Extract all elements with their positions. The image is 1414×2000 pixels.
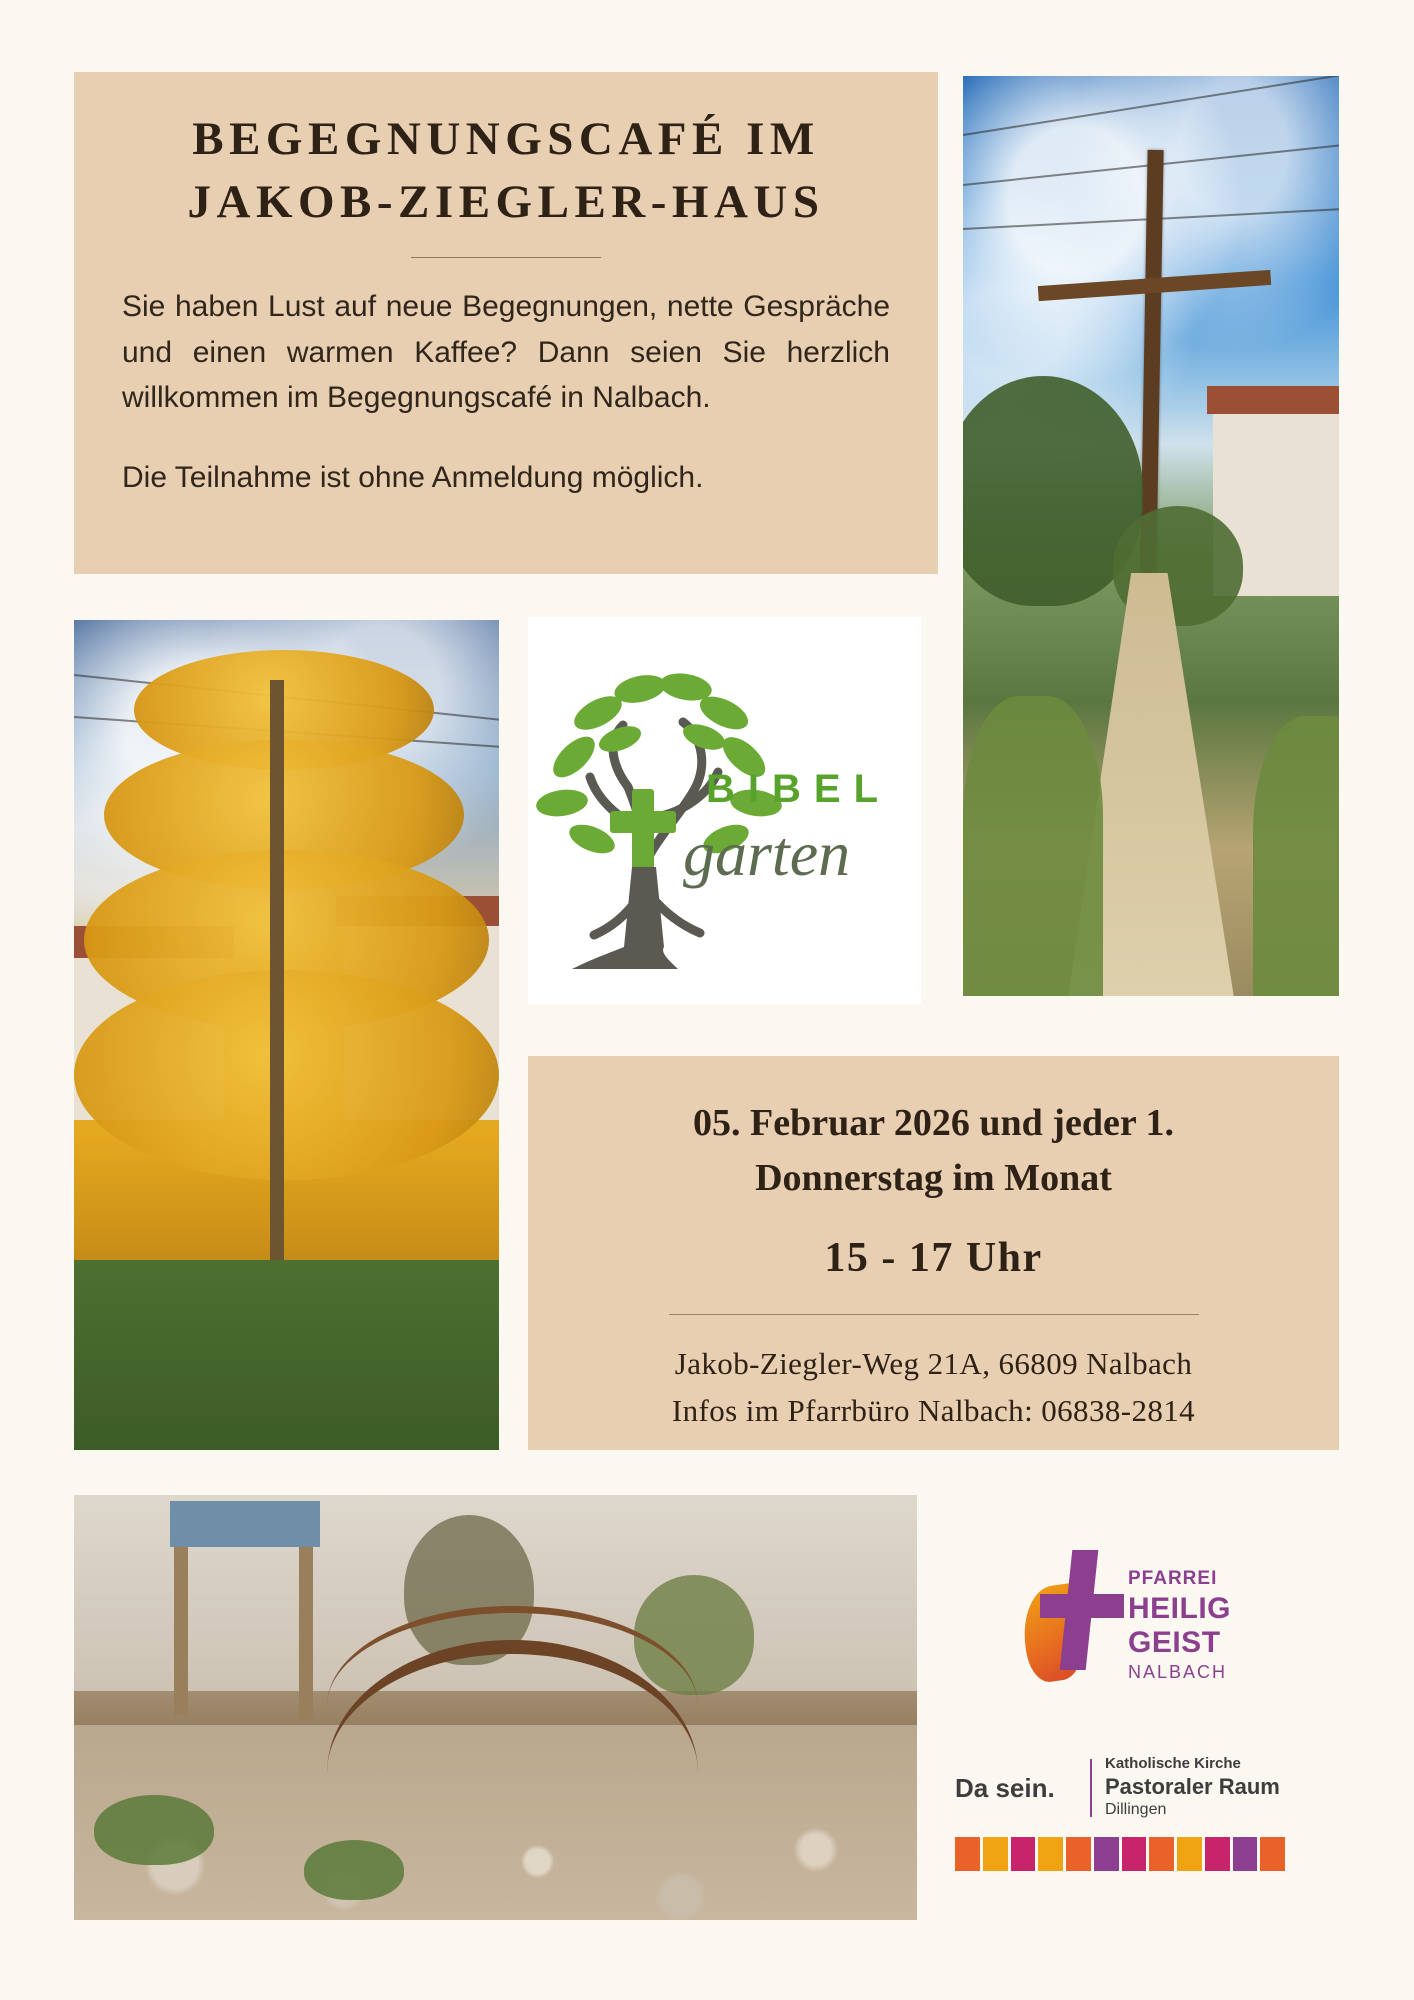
title-line-1: BEGEGNUNGSCAFÉ IM [192,113,820,165]
event-time: 15 - 17 Uhr [824,1235,1043,1282]
intro-paragraph: Sie haben Lust auf neue Begegnungen, nette Gespräche und einen warmen Kaffee? Dann seien Sie herzlich willkommen im Begegnungscafé in Nalbach. [122,290,890,415]
color-bar-segment [1177,1837,1202,1871]
bibelgarten-logo [528,617,921,1004]
grass-shape [1253,716,1339,996]
color-bar-segment [983,1837,1008,1871]
parish-logo-text [1128,1568,1290,1683]
event-divider [669,1314,1199,1315]
bibelgarten-logo-art [528,617,921,1004]
event-details-panel [528,1056,1339,1450]
lawn-shape [74,1260,499,1450]
color-bar-segment [1066,1837,1091,1871]
page-title [122,108,890,233]
title-line-2: JAKOB-ZIEGLER-HAUS [187,175,825,228]
pastoral-line-3: Dillingen [1105,1801,1167,1818]
logo-color-bar [955,1837,1285,1871]
event-date-line-1: 05. Februar 2026 und jeder 1. [693,1102,1174,1144]
color-bar-segment [1038,1837,1063,1871]
color-bar-segment [1205,1837,1230,1871]
bibelgarten-word-bibel: BIBEL [706,767,891,811]
plant-shape [94,1795,214,1865]
color-bar-segment [1122,1837,1147,1871]
parish-line-1: PFARREI [1128,1568,1218,1589]
parish-logo [1000,1540,1290,1700]
color-bar-segment [955,1837,980,1871]
info-board [170,1501,320,1547]
event-date [562,1096,1305,1206]
logo-divider [1090,1759,1092,1817]
cross-icon [610,789,676,871]
pastoral-line-2: Pastoraler Raum [1105,1774,1280,1799]
photo-cross-garden [963,76,1339,996]
color-bar-segment [1011,1837,1036,1871]
event-date-line-2: Donnerstag im Monat [755,1157,1112,1200]
event-contact: Infos im Pfarrbüro Nalbach: 06838-2814 [671,1392,1196,1428]
pastoral-area-text [1105,1755,1280,1819]
photo-ginkgo-tree [74,620,499,1450]
color-bar-segment [1094,1837,1119,1871]
color-bar-segment [1233,1837,1258,1871]
cross-horizontal [1040,1594,1124,1618]
header-panel [74,72,938,574]
title-divider [411,257,601,258]
color-bar-segment [1149,1837,1174,1871]
roof-shape [1207,386,1339,414]
photo-garden-bridge [74,1495,917,1920]
event-address: Jakob-Ziegler-Weg 21A, 66809 Nalbach [674,1346,1193,1382]
plant-shape [304,1840,404,1900]
grass-shape [963,696,1103,996]
pastoral-line-1: Katholische Kirche [1105,1755,1241,1772]
pastoral-area-logo [955,1755,1300,1890]
parish-line-3: NALBACH [1128,1662,1228,1682]
tree-crown [74,970,499,1180]
registration-note: Die Teilnahme ist ohne Anmeldung möglich. [122,460,704,494]
bibelgarten-word-garten: garten [683,818,851,889]
parish-line-2: HEILIG GEIST [1128,1592,1232,1659]
parish-cross-icon [1014,1550,1124,1685]
tree-trunk [270,680,284,1310]
dasein-slogan: Da sein. [955,1773,1055,1803]
color-bar-segment [1260,1837,1285,1871]
